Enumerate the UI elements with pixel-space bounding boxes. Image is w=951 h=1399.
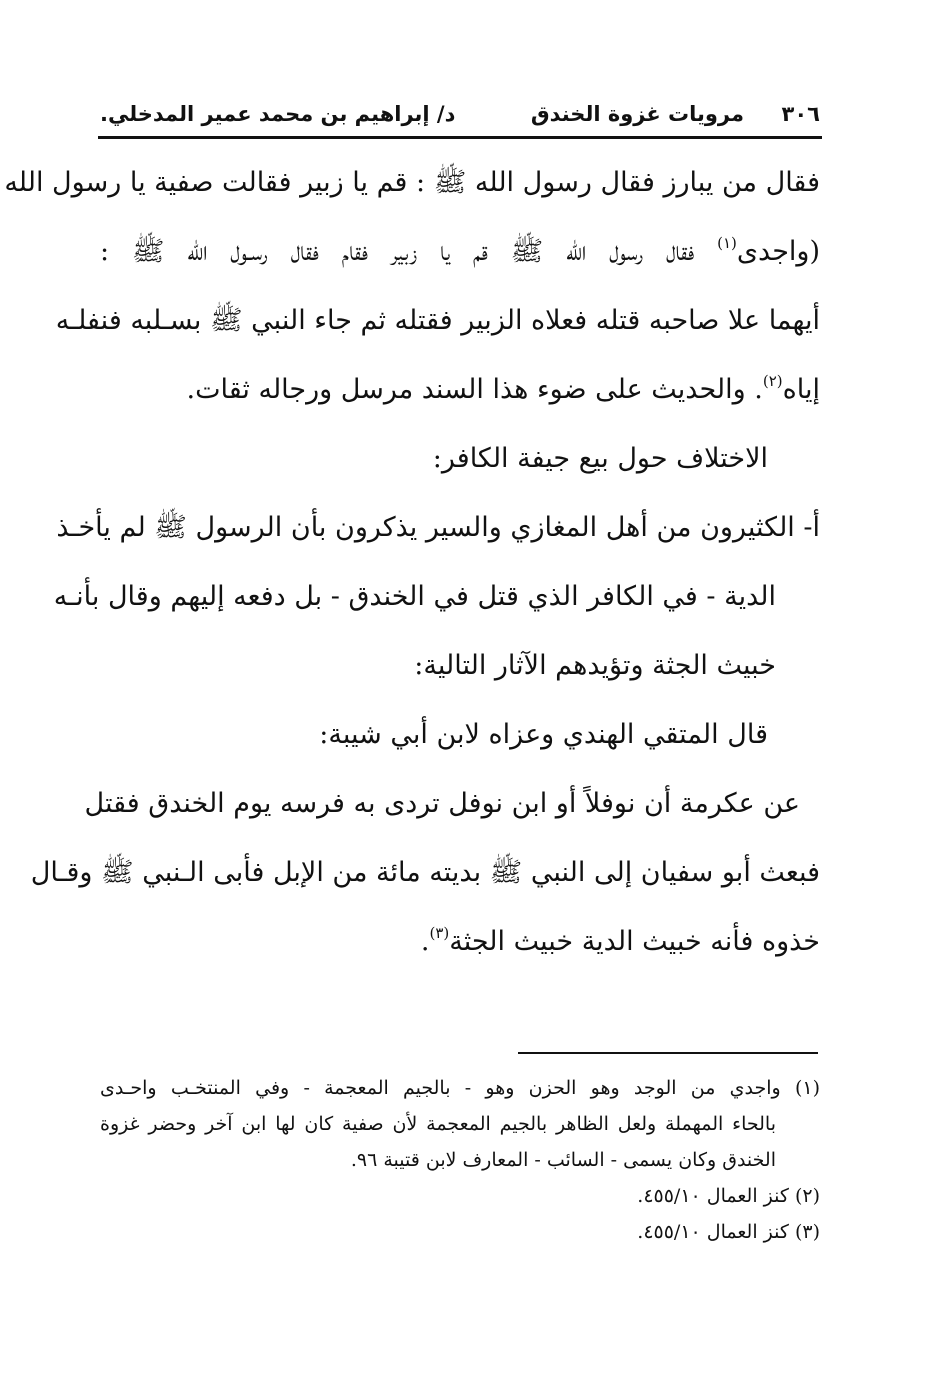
text-line: فبعث أبو سفيان إلى النبي ﷺ بديته مائة من الإبل فأبى الـنبي ﷺ وقـال — [30, 857, 820, 888]
main-text — [4, 148, 820, 976]
text-fragment: . والحديث على ضوء هذا السند مرسل ورجاله ثقات. — [186, 374, 763, 405]
text-line: قال المتقي الهندي وعزاه لابن أبي شيبة: — [319, 719, 768, 750]
footnote-line: (١) واجدي من الوجد وهو الحزن وهو - بالجيم المعجمة - وفي المنتخـب واحـدى — [100, 1077, 820, 1099]
footnote-marker: (٢) — [762, 372, 783, 390]
header-rule — [98, 136, 822, 139]
section-heading: الاختلاف حول بيع جيفة الكافر: — [432, 443, 768, 474]
text-line: فقال من يبارز فقال رسول الله ﷺ : قم يا زبير فقالت صفية يا رسول الله — [4, 167, 820, 198]
text-fragment: . — [420, 926, 430, 957]
text-fragment: خذوه فأنه خبيث الدية خبيث الجثة — [449, 926, 820, 957]
text-line: خبيث الجثة وتؤيدهم الآثار التالية: — [414, 650, 776, 681]
text-fragment: (واجدى — [736, 236, 820, 267]
footnote-line: بالحاء المهملة ولعل الظاهر بالجيم المعجمة لأن صفية كان لها ابن آخر وحضر غزوة — [100, 1113, 776, 1135]
text-line — [100, 217, 820, 286]
text-fragment: إياه — [782, 374, 820, 405]
footnote-line: الخندق وكان يسمى - السائب - المعارف لابن قتيبة ٩٦. — [350, 1149, 776, 1171]
footnote-line: (٣) كنز العمال ٤٥٥/١٠. — [637, 1221, 820, 1243]
footnote-marker: (٣) — [429, 924, 450, 942]
text-line: الدية - في الكافر الذي قتل في الخندق - بل دفعه إليهم وقال بأنـه — [53, 581, 776, 612]
text-line: عن عكرمة أن نوفلاً أو ابن نوفل تردى به فرسه يوم الخندق فقتل — [84, 788, 800, 819]
text-line — [100, 355, 820, 424]
page-header — [100, 102, 820, 136]
footnote-line: (٢) كنز العمال ٤٥٥/١٠. — [637, 1185, 820, 1207]
footnote-marker: (١) — [717, 234, 737, 252]
running-title: مرويات غزوة الخندق — [530, 102, 744, 126]
text-line: أ- الكثيرون من أهل المغازي والسير يذكرون بأن الرسول ﷺ لم يأخـذ — [56, 512, 820, 543]
text-line: أيهما علا صاحبه قتله فعلاه الزبير فقتله ثم جاء النبي ﷺ بسـلبه فنفلـه — [55, 305, 820, 336]
author-name: د/ إبراهيم بن محمد عمير المدخلي. — [100, 102, 456, 126]
footnotes — [100, 1070, 820, 1250]
text-line — [100, 907, 820, 976]
footnote-separator — [518, 1052, 818, 1054]
page-number: ٣٠٦ — [781, 102, 820, 126]
text-fragment: فقال رسول الله ﷺ قم يا زبير فقام فقال رسـول الله ﷺ : — [100, 236, 695, 267]
